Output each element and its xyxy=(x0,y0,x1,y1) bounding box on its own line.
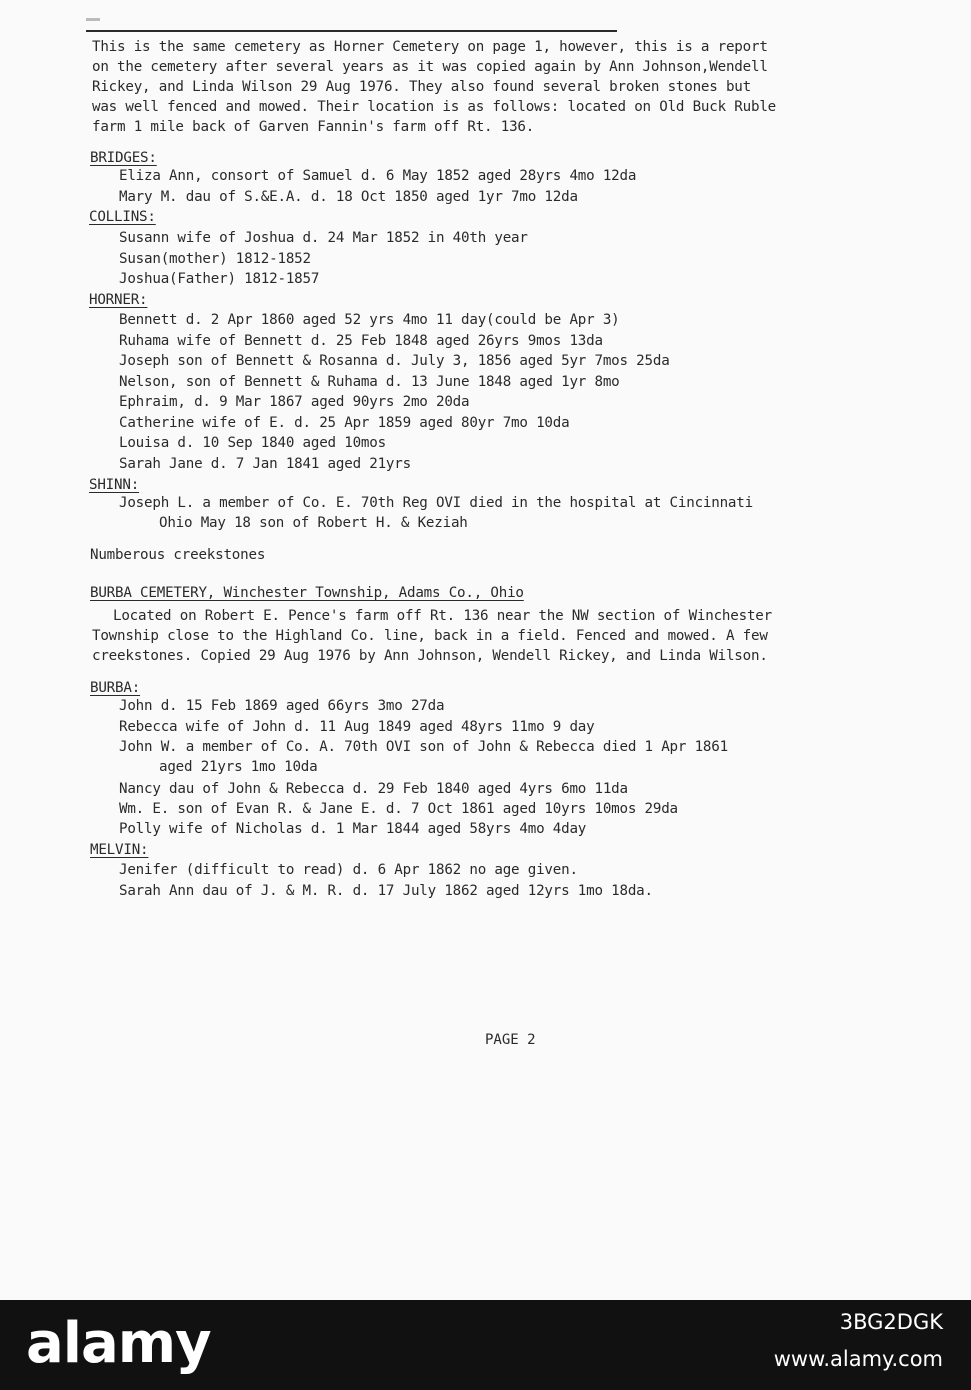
burial-entry: Mary M. dau of S.&E.A. d. 18 Oct 1850 aged 1yr 7mo 12da xyxy=(119,189,578,205)
burial-entry: John d. 15 Feb 1869 aged 66yrs 3mo 27da xyxy=(119,698,445,714)
burial-entry: Jenifer (difficult to read) d. 6 Apr 1862 no age given. xyxy=(119,862,578,878)
watermark-url: www.alamy.com xyxy=(773,1347,943,1371)
burial-entry: Sarah Ann dau of J. & M. R. d. 17 July 1862 aged 12yrs 1mo 18da. xyxy=(119,883,653,899)
burial-entry: Joshua(Father) 1812-1857 xyxy=(119,271,320,287)
burial-entry: Polly wife of Nicholas d. 1 Mar 1844 aged 58yrs 4mo 4day xyxy=(119,821,587,837)
top-mark xyxy=(86,18,100,21)
burial-entry: John W. a member of Co. A. 70th OVI son of John & Rebecca died 1 Apr 1861 xyxy=(119,739,728,755)
burial-entry-continued: aged 21yrs 1mo 10da xyxy=(159,759,318,775)
burial-entry: Rebecca wife of John d. 11 Aug 1849 aged 48yrs 11mo 9 day xyxy=(119,719,595,735)
burial-entry: Louisa d. 10 Sep 1840 aged 10mos xyxy=(119,435,386,451)
burial-entry: Nancy dau of John & Rebecca d. 29 Feb 1840 aged 4yrs 6mo 11da xyxy=(119,781,628,797)
section-heading-horner: HORNER: xyxy=(89,292,148,308)
watermark-logo: alamy xyxy=(26,1311,211,1376)
burial-entry: Nelson, son of Bennett & Ruhama d. 13 June 1848 aged 1yr 8mo xyxy=(119,374,620,390)
cemetery-description-line: creekstones. Copied 29 Aug 1976 by Ann Johnson, Wendell Rickey, and Linda Wilson. xyxy=(92,648,768,664)
section-heading-melvin: MELVIN: xyxy=(90,842,149,858)
burial-entry: Sarah Jane d. 7 Jan 1841 aged 21yrs xyxy=(119,456,411,472)
burial-entry: Joseph L. a member of Co. E. 70th Reg OVI died in the hospital at Cincinnati xyxy=(119,495,753,511)
burial-entry: Susan(mother) 1812-1852 xyxy=(119,251,311,267)
intro-line: farm 1 mile back of Garven Fannin's farm off Rt. 136. xyxy=(92,119,535,135)
burial-entry: Joseph son of Bennett & Rosanna d. July 3, 1856 aged 5yr 7mos 25da xyxy=(119,353,670,369)
burial-entry: Eliza Ann, consort of Samuel d. 6 May 1852 aged 28yrs 4mo 12da xyxy=(119,168,637,184)
section-heading-bridges: BRIDGES: xyxy=(90,150,157,166)
cemetery-description-line: Township close to the Highland Co. line, back in a field. Fenced and mowed. A few xyxy=(92,628,768,644)
cemetery-heading: BURBA CEMETERY, Winchester Township, Adams Co., Ohio xyxy=(90,585,524,601)
burial-entry: Wm. E. son of Evan R. & Jane E. d. 7 Oct 1861 aged 10yrs 10mos 29da xyxy=(119,801,678,817)
cemetery-description-line: Located on Robert E. Pence's farm off Rt. 136 near the NW section of Winchester xyxy=(113,608,772,624)
burial-entry: Catherine wife of E. d. 25 Apr 1859 aged 80yr 7mo 10da xyxy=(119,415,570,431)
numberous-creekstones-note: Numberous creekstones xyxy=(90,547,266,563)
watermark-image-id: 3BG2DGK xyxy=(839,1310,943,1334)
intro-line: on the cemetery after several years as it was copied again by Ann Johnson,Wendell xyxy=(92,59,768,75)
intro-line: Rickey, and Linda Wilson 29 Aug 1976. They also found several broken stones but xyxy=(92,79,751,95)
burial-entry-continued: Ohio May 18 son of Robert H. & Keziah xyxy=(159,515,468,531)
section-heading-collins: COLLINS: xyxy=(89,209,156,225)
burial-entry: Ephraim, d. 9 Mar 1867 aged 90yrs 2mo 20da xyxy=(119,394,470,410)
burial-entry: Bennett d. 2 Apr 1860 aged 52 yrs 4mo 11 day(could be Apr 3) xyxy=(119,312,620,328)
page-number: PAGE 2 xyxy=(485,1032,536,1048)
section-heading-burba: BURBA: xyxy=(90,680,141,696)
section-heading-shinn: SHINN: xyxy=(89,477,140,493)
intro-line: This is the same cemetery as Horner Cemetery on page 1, however, this is a report xyxy=(92,39,768,55)
burial-entry: Ruhama wife of Bennett d. 25 Feb 1848 aged 26yrs 9mos 13da xyxy=(119,333,603,349)
burial-entry: Susann wife of Joshua d. 24 Mar 1852 in 40th year xyxy=(119,230,528,246)
intro-line: was well fenced and mowed. Their location is as follows: located on Old Buck Ruble xyxy=(92,99,777,115)
top-rule xyxy=(86,30,617,32)
